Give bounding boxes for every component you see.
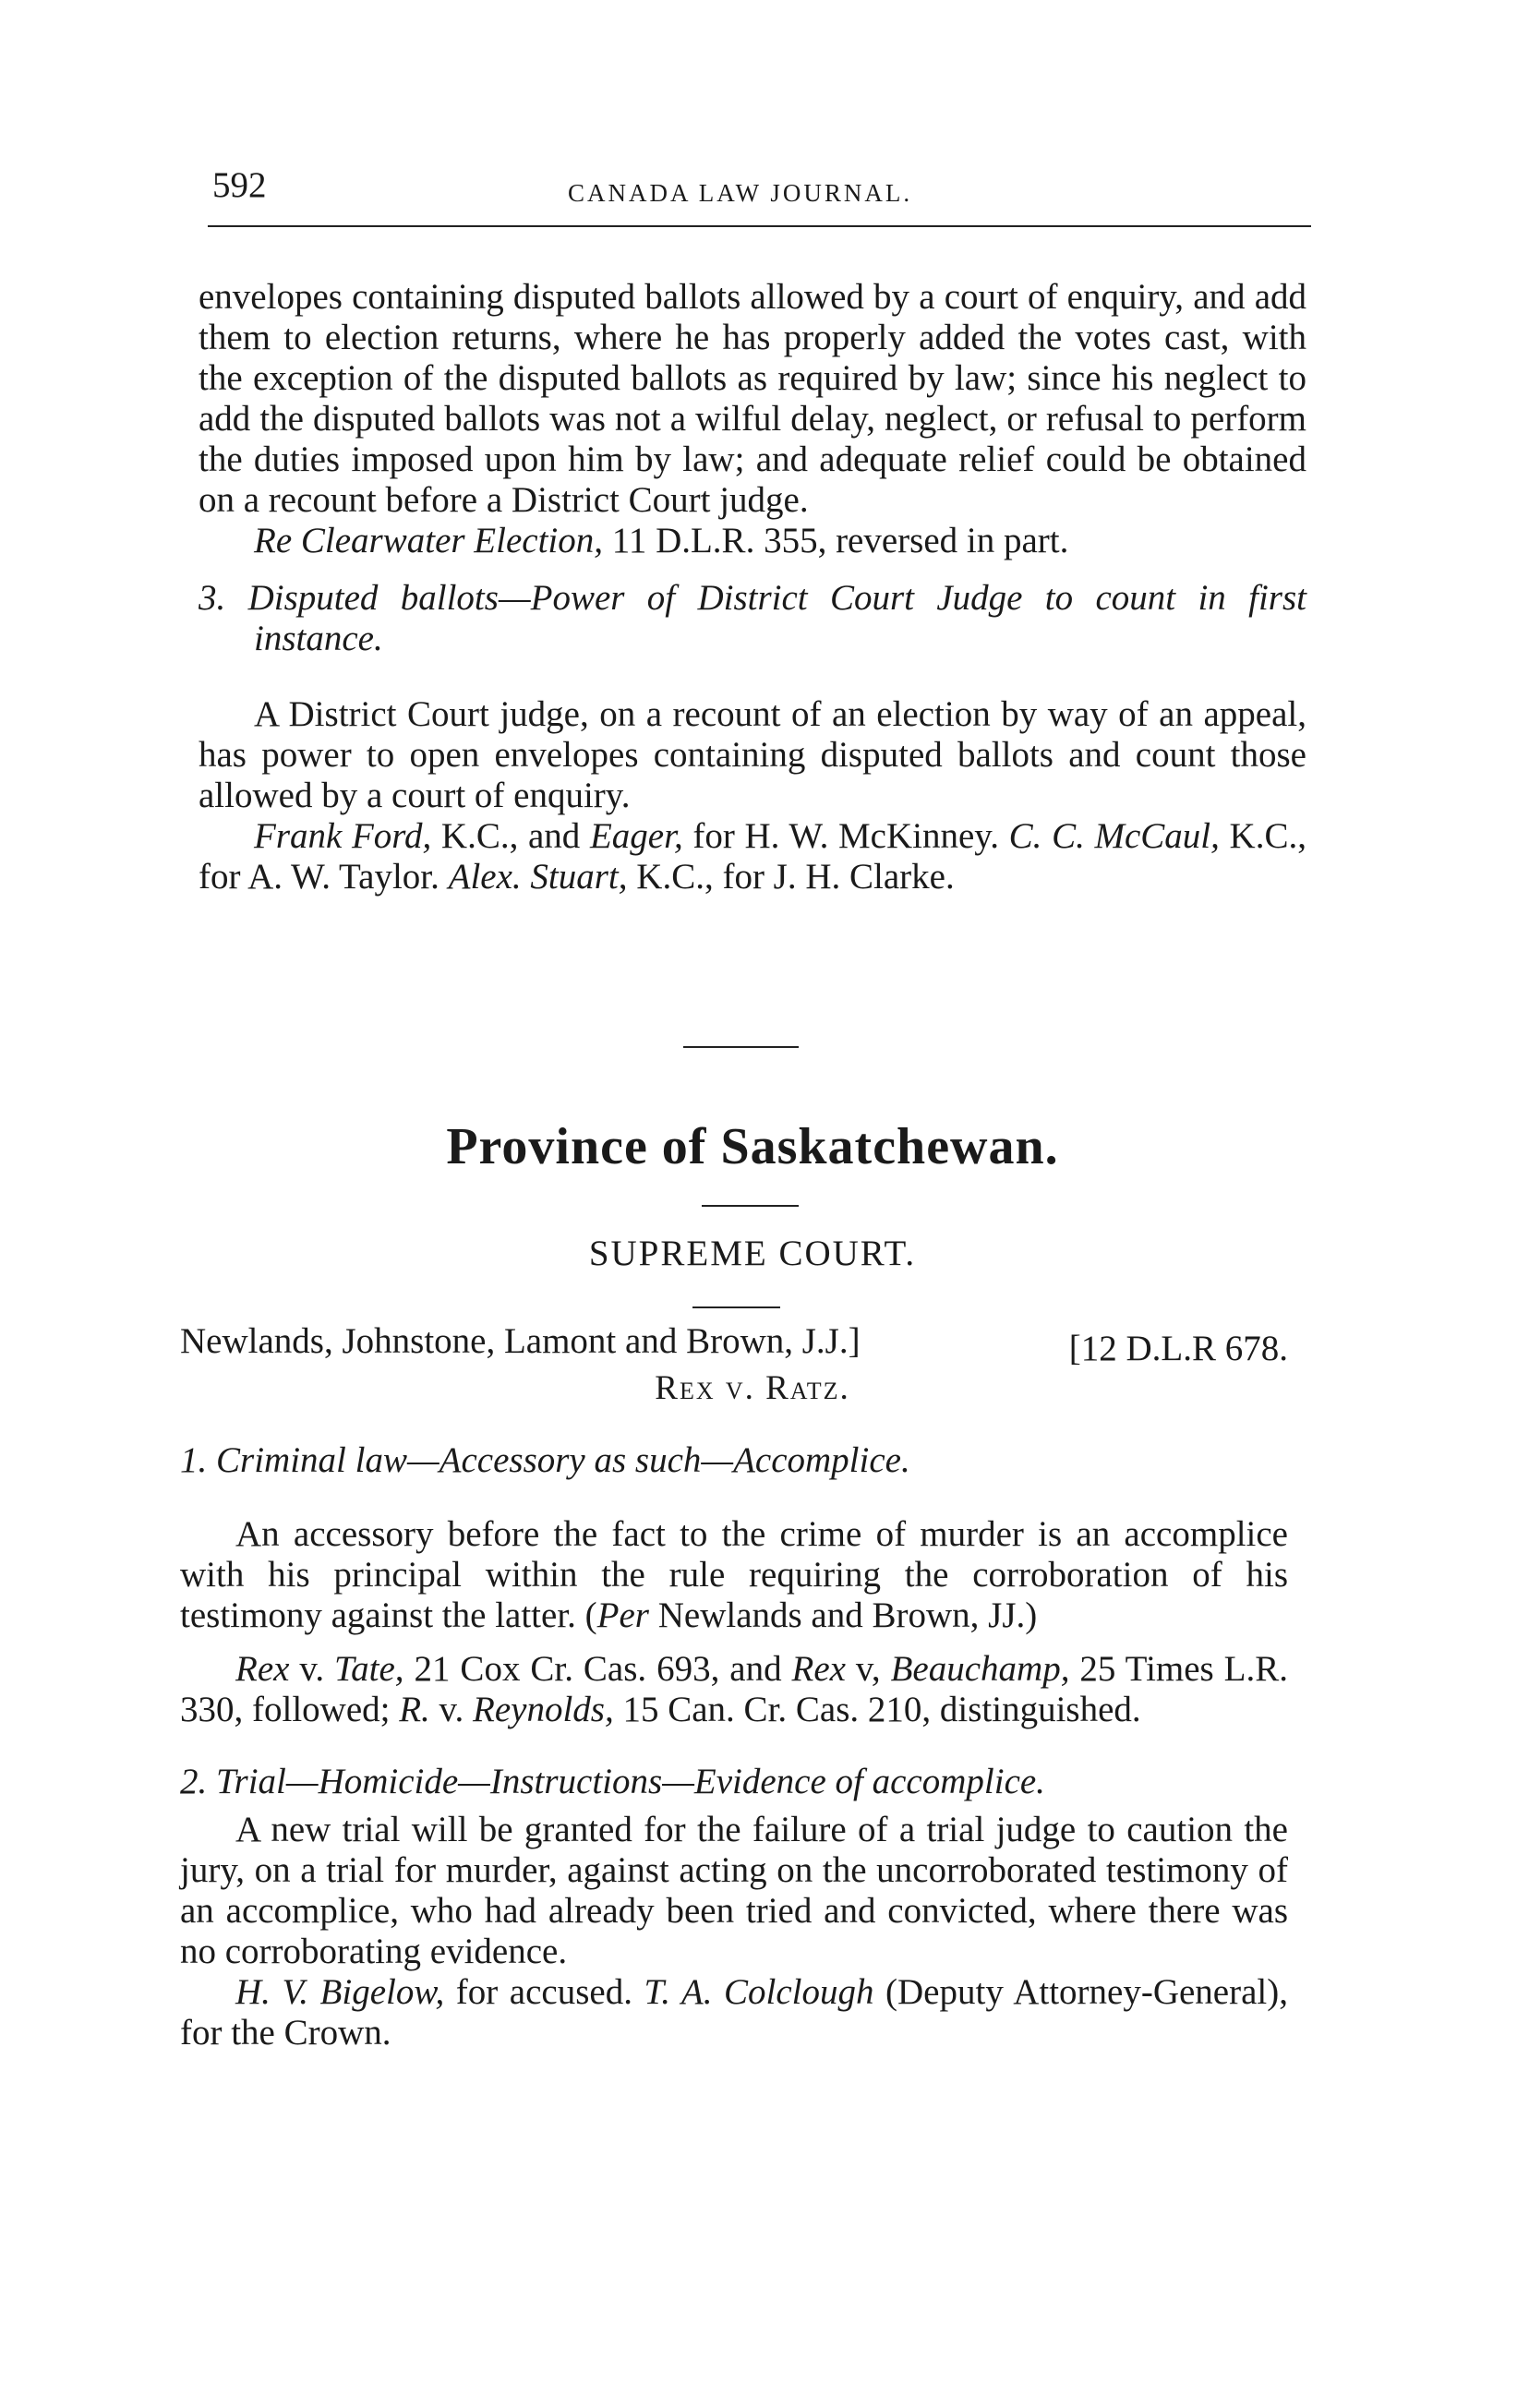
case-title: Rex v. Ratz.: [655, 1369, 850, 1407]
province-title: Province of Saskatchewan.: [446, 1118, 1059, 1175]
headnote-1-text: Criminal law—Accessory as such—Accomplice.: [216, 1440, 910, 1480]
counsel-text-3: K.C., for A. W. Taylor.: [199, 816, 1306, 897]
section-divider: [683, 1046, 799, 1048]
cite-text-1: v.: [289, 1649, 335, 1689]
headnote-3: [199, 578, 1306, 659]
cite-name-6: Reynolds,: [473, 1690, 614, 1729]
holding-1-main: An accessory before the fact to the crime of murder is an accomplice with his principal within the rule requiring the corroboration of his testimony against the latter. (: [180, 1514, 1288, 1635]
counsel-paragraph: [199, 816, 1306, 897]
headnote-3-text: Disputed ballots—Power of District Court Judge to count in first instance.: [247, 578, 1306, 658]
headnote-3-number: 3.: [199, 578, 226, 618]
cite-text-5: v.: [429, 1690, 474, 1729]
journal-title: CANADA LAW JOURNAL.: [568, 179, 913, 207]
counsel-name-4: Alex. Stuart,: [448, 857, 628, 897]
holding-1: [180, 1514, 1288, 1636]
citation-rest: 11 D.L.R. 355, reversed in part.: [603, 521, 1069, 560]
holding-1-end: Newlands and Brown, JJ.): [648, 1595, 1038, 1635]
title-divider: [702, 1205, 799, 1207]
court-divider: [692, 1306, 780, 1308]
cite-name-4: Beauchamp,: [890, 1649, 1070, 1689]
cite-text-2: 21 Cox Cr. Cas. 693, and: [403, 1649, 792, 1689]
headnote-1-number: 1.: [180, 1440, 208, 1480]
headnote-2-number: 2.: [180, 1762, 208, 1801]
counsel-text-1: K.C., and: [431, 816, 590, 856]
case-counsel-name-2: T. A. Colclough: [644, 1972, 874, 2012]
cite-name-2: Tate,: [334, 1649, 404, 1689]
counsel-name-1: Frank Ford,: [254, 816, 432, 856]
cite-text-6: 15 Can. Cr. Cas. 210, distinguished.: [613, 1690, 1141, 1729]
case-section: [180, 1440, 1288, 2053]
page-number: 592: [212, 165, 267, 205]
case-counsel-text-2: (Deputy Attorney-General), for the Crown.: [180, 1972, 1288, 2053]
cite-text-3: v,: [846, 1649, 891, 1689]
headnote-1: [180, 1440, 1288, 1481]
counsel-text-4: K.C., for J. H. Clarke.: [627, 857, 955, 897]
cite-name-1: Rex: [235, 1649, 290, 1689]
citation-paragraph: [180, 1649, 1288, 1730]
citation-case: Re Clearwater Election,: [254, 521, 604, 560]
cite-name-3: Rex: [791, 1649, 846, 1689]
holding-2: A new trial will be granted for the failure of a trial judge to caution the jury, on a trial for murder, against acting on the uncorroborated testimony of an accomplice, who had already been tried and convicted, where there was no corroborating evidence.: [180, 1810, 1288, 1971]
cite-text-4: 25 Times L.R. 330, followed;: [180, 1649, 1289, 1729]
headnote-2-text: Trial—Homicide—Instructions—Evidence of accomplice.: [216, 1762, 1045, 1801]
counsel-name-2: Eager,: [589, 816, 683, 856]
case-counsel: [180, 1972, 1288, 2053]
holding-1-per: Per: [596, 1595, 649, 1635]
citation-line: [199, 521, 1306, 561]
report-citation: [12 D.L.R 678.: [1068, 1329, 1288, 1368]
counsel-text-2: for H. W. McKinney.: [682, 816, 1009, 856]
case-counsel-text-1: for accused.: [444, 1972, 644, 2012]
court-title: SUPREME COURT.: [588, 1234, 917, 1273]
cite-name-5: R.: [399, 1690, 430, 1729]
holding-paragraph: A District Court judge, on a recount of an election by way of an appeal, has power to open envelopes containing disputed ballots and count those allowed by a court of enquiry.: [199, 694, 1306, 815]
top-section: [199, 277, 1306, 897]
continued-paragraph: envelopes containing disputed ballots allowed by a court of enquiry, and add them to election returns, where he has properly added the votes cast, with the exception of the disputed ballots as required by law; since his neglect to add the disputed ballots was not a wilful delay, neglect, or refusal to perform the duties imposed upon him by law; and adequate relief could be obtained on a recount before a District Court judge.: [199, 277, 1306, 520]
running-head: [208, 164, 1306, 211]
header-rule: [208, 225, 1311, 227]
case-counsel-name-1: H. V. Bigelow,: [235, 1972, 445, 2012]
counsel-name-3: C. C. McCaul,: [1008, 816, 1220, 856]
headnote-2: [180, 1762, 1288, 1802]
bench-judges: Newlands, Johnstone, Lamont and Brown, J.J.]: [180, 1321, 861, 1361]
